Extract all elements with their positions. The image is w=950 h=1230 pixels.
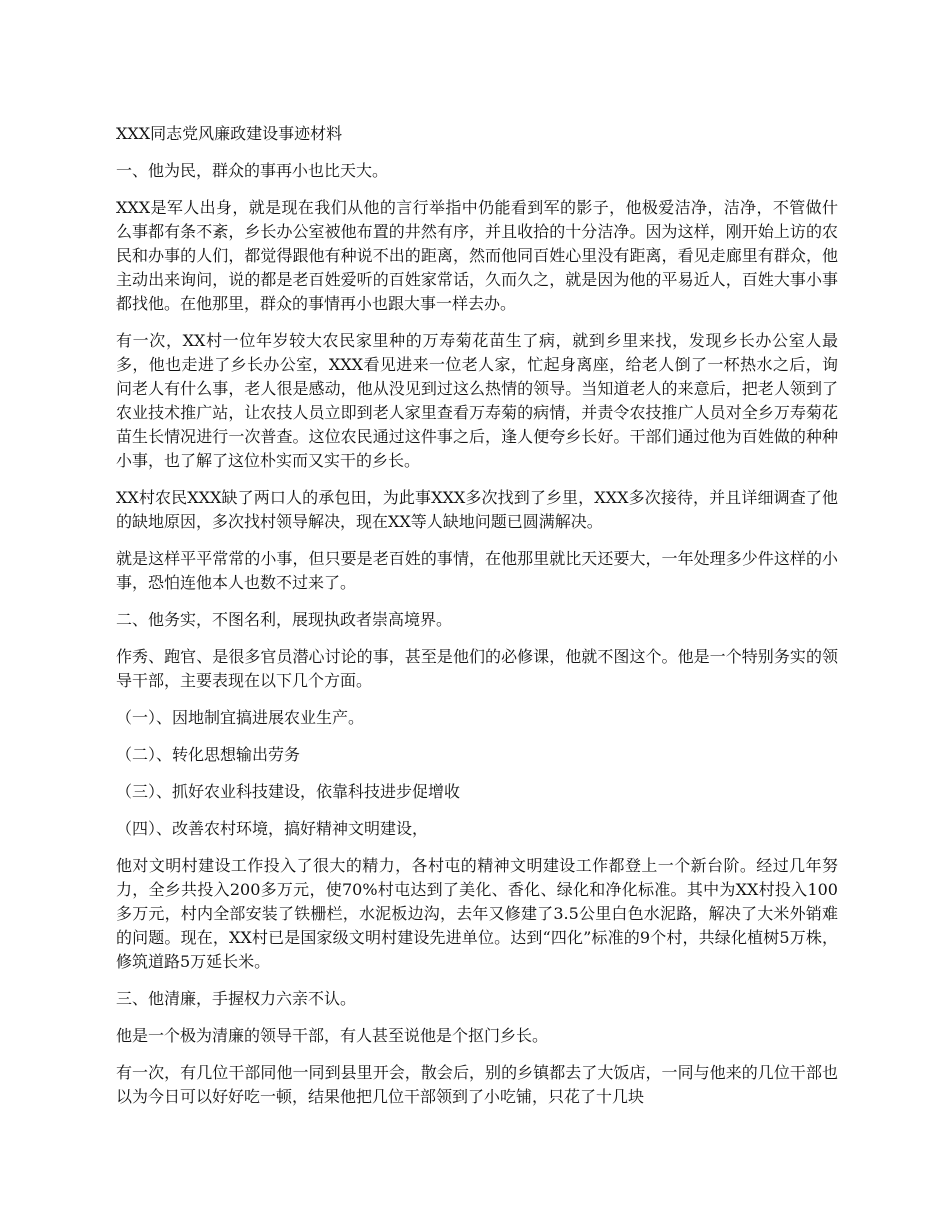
body-paragraph: 他对文明村建设工作投入了很大的精力，各村屯的精神文明建设工作都登上一个新台阶。经过几年努力，全乡共投入200多万元，使70%村屯达到了美化、香化、绿化和净化标准。其中为XX村投入100多万元，村内全部安装了铁栅栏，水泥板边沟，去年又修建了3.5公里白色水泥路，解决了大米外销难的问题。现在，XX村已是国家级文明村建设先进单位。达到“四化”标准的9个村，共绿化植树5万株，修筑道路5万延长米。 xyxy=(116,856,838,971)
section-heading-2: 二、他务实，不图名利，展现执政者崇高境界。 xyxy=(116,610,453,629)
body-paragraph: 他是一个极为清廉的领导干部，有人甚至说他是个抠门乡长。 xyxy=(116,1026,549,1045)
body-paragraph: XXX是军人出身，就是现在我们从他的言行举指中仍能看到军的影子，他极爱洁净，洁净，不管做什么事都有条不紊，乡长办公室被他布置的井然有序，并且收拾的十分洁净。因为这样，刚开始上访的农民和办事的人们，都觉得跟他有种说不出的距离，然而他同百姓心里没有距离，看见走廊里有群众，他主动出来询问，说的都是老百姓爱听的百姓家常话，久而久之，就是因为他的平易近人，百姓大事小事都找他。在他那里，群众的事情再小也跟大事一样去办。 xyxy=(116,198,838,313)
body-paragraph: 作秀、跑官、是很多官员潜心讨论的事，甚至是他们的必修课，他就不图这个。他是一个特别务实的领导干部，主要表现在以下几个方面。 xyxy=(116,647,838,690)
body-paragraph: 有一次，XX村一位年岁较大农民家里种的万寿菊花苗生了病，就到乡里来找，发现乡长办公室人最多，他也走进了乡长办公室，XXX看见进来一位老人家，忙起身离座，给老人倒了一杯热水之后，询问老人有什么事，老人很是感动，他从没见到过这么热情的领导。当知道老人的来意后，把老人领到了农业技术推广站，让农技人员立即到老人家里查看万寿菊的病情，并责令农技推广人员对全乡万寿菊花苗生长情况进行一次普查。这位农民通过这件事之后，逢人便夸乡长好。干部们通过他为百姓做的种种小事，也了解了这位朴实而又实干的乡长。 xyxy=(116,331,838,470)
body-paragraph: XX村农民XXX缺了两口人的承包田，为此事XXX多次找到了乡里，XXX多次接待，并且详细调查了他的缺地原因，多次找村领导解决，现在XX等人缺地问题已圆满解决。 xyxy=(116,488,838,531)
section-heading-3: 三、他清廉，手握权力六亲不认。 xyxy=(116,989,357,1008)
section-heading-1: 一、他为民，群众的事再小也比天大。 xyxy=(116,161,389,180)
subsection-item-1: （一）、因地制宜搞进展农业生产。 xyxy=(116,708,365,727)
document-page xyxy=(116,122,838,1122)
body-paragraph: 有一次，有几位干部同他一同到县里开会，散会后，别的乡镇都去了大饭店，一同与他来的几位干部也以为今日可以好好吃一顿，结果他把几位干部领到了小吃铺，只花了十几块 xyxy=(116,1063,838,1106)
subsection-item-4: （四）、改善农村环境，搞好精神文明建设， xyxy=(116,819,429,838)
subsection-item-3: （三）、抓好农业科技建设，依靠科技进步促增收 xyxy=(116,782,461,801)
document-title: XXX同志党风廉政建设事迹材料 xyxy=(116,124,343,143)
body-paragraph: 就是这样平平常常的小事，但只要是老百姓的事情，在他那里就比天还要大，一年处理多少件这样的小事，恐怕连他本人也数不过来了。 xyxy=(116,549,838,592)
subsection-item-2: （二）、转化思想输出劳务 xyxy=(116,745,301,764)
